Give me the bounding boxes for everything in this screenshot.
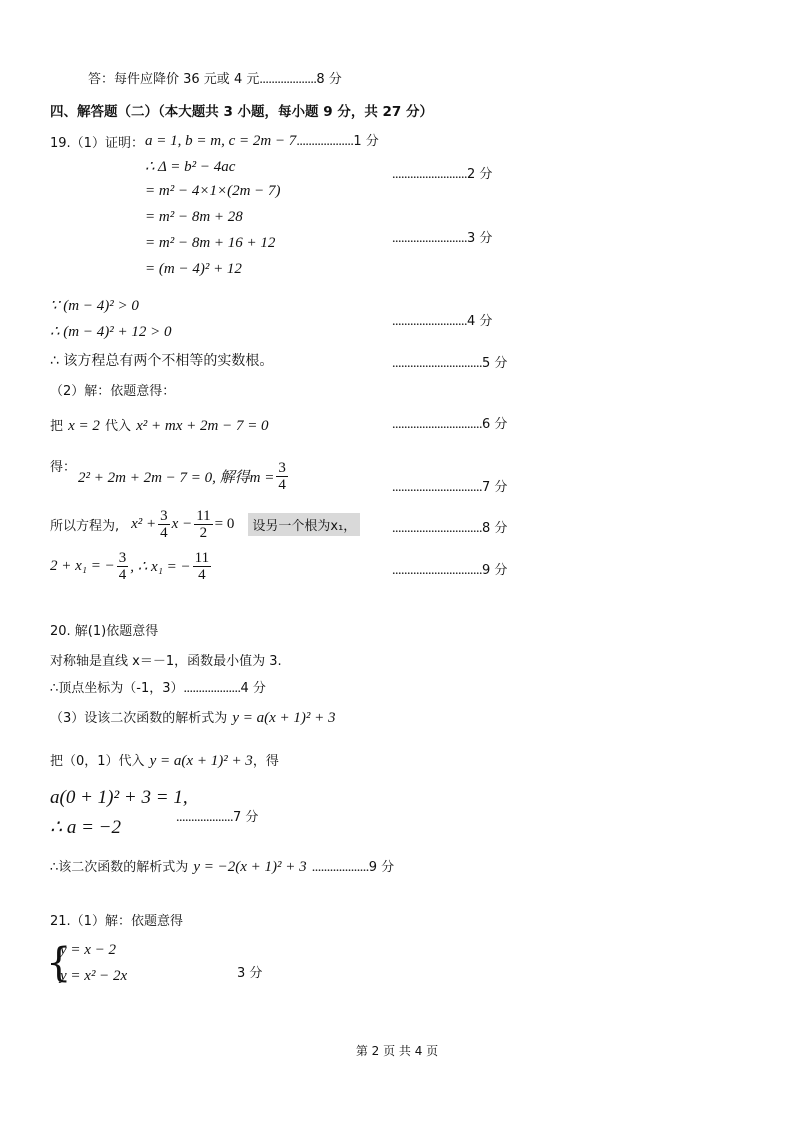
root-sum: 2 + x₁ = − [50,558,115,574]
q20-calc-score [176,806,258,826]
substitute-value: x = 2 [68,418,100,434]
q21-label: 21.（1）解：依题意得 [50,914,183,929]
score-dots: .............................. [392,563,482,578]
q19-equation-line [50,508,360,541]
q20-substitute-line [50,750,279,770]
vertex-text: ∴顶点坐标为（-1，3） [50,681,184,696]
q21-score: 3 分 [237,966,263,981]
q19-coefficients [145,130,379,150]
q19-solve-line [78,460,290,493]
score-dots: ................... [311,860,369,875]
q21-system-eq-2: y = x² − 2x [60,968,128,984]
score-label: 4 分 [240,681,266,696]
substitute-point: 把（0，1）代入 [50,754,145,769]
q19-root-line [50,550,213,583]
q20-label: 20. 解(1)依题意得 [50,624,159,639]
substitute-equation: y = a(x + 1)² + 3 [149,753,253,769]
score-label: 9 分 [368,860,395,875]
q19-score-8 [392,517,507,537]
score-label: 7 分 [482,480,508,495]
score-dots: ......................... [392,167,467,182]
q19-therefore: ∴ (m − 4)² + 12 > 0 [50,324,172,340]
score-label: 6 分 [482,417,508,432]
q19-score-4 [392,310,492,330]
score-dots: ................... [183,681,241,696]
q19-conclusion: ∴ 该方程总有两个不相等的实数根。 [50,353,274,369]
q19-label: 19.（1）证明： [50,136,144,151]
equation-mid: x − [171,516,193,532]
q19-step-4: = m² − 8m + 16 + 12 [145,235,276,251]
final-equation: y = −2(x + 1)² + 3 [193,859,307,875]
coef-text: a = 1, b = m, c = 2m − 7 [145,133,297,149]
score-label: 8 分 [482,521,508,536]
score-label: 2 分 [467,167,493,182]
answer-line [88,68,342,88]
substitute-equation: x² + mx + 2m − 7 = 0 [136,418,269,434]
score-dots: ................... [296,134,354,149]
q21-system-eq-1: y = x − 2 [60,942,117,958]
substitute-into: 代入 [104,419,131,434]
q19-score-6 [392,413,507,433]
score-dots: ................... [259,72,317,87]
score-dots: ......................... [392,314,467,329]
q19-substitute-line [50,415,269,435]
final-text: ∴该二次函数的解析式为 [50,860,189,875]
q20-part3-line [50,707,336,727]
q19-score-3 [392,227,492,247]
q19-score-9 [392,559,507,579]
q20-axis-line: 对称轴是直线 x＝－1，函数最小值为 3. [50,654,282,669]
q19-score-2 [392,163,492,183]
q20-final-line [50,856,394,876]
q19-step-1: ∴ Δ = b² − 4ac [145,159,236,175]
score-label: 1 分 [353,134,379,149]
other-root-note: 设另一个根为x₁， [248,513,360,536]
q19-step-3: = m² − 8m + 28 [145,209,243,225]
score-dots: ................... [176,810,233,825]
score-label: 9 分 [482,563,508,578]
score-dots: .............................. [392,480,482,495]
q19-score-5 [392,352,507,372]
score-label: 7 分 [233,810,259,825]
substitute-end: ，得 [252,754,279,769]
root-mid: , ∴ x₁ = − [130,559,191,575]
part3-text: （3）设该二次函数的解析式为 [50,711,228,726]
q19-de-label: 得： [50,460,77,475]
solve-equation: 2² + 2m + 2m − 7 = 0, 解得m = [78,470,275,486]
m-fraction: $\frac{3}{4}$ [278,460,286,493]
q19-score-7 [392,476,507,496]
equation-fraction-1: $\frac{3}{4}$ [160,508,168,541]
score-dots: .............................. [392,417,482,432]
q19-because: ∵ (m − 4)² > 0 [50,298,139,314]
score-label: 8 分 [316,72,342,87]
score-label: 5 分 [482,356,508,371]
q20-vertex-line [50,677,266,697]
equation-fraction-2: $\frac{11}{2}$ [196,508,211,541]
page-footer: 第 2 页 共 4 页 [355,1044,439,1058]
score-label: 3 分 [467,231,493,246]
answer-text: 答：每件应降价 36 元或 4 元 [88,72,260,87]
q19-step-2: = m² − 4×1×(2m − 7) [145,183,281,199]
root-fraction-2: $\frac{11}{4}$ [194,550,210,583]
part3-equation: y = a(x + 1)² + 3 [232,710,336,726]
q19-part2-label: （2）解：依题意得： [50,384,176,399]
q19-step-5: = (m − 4)² + 12 [145,261,242,277]
q20-calc-line-2: ∴ a = −2 [50,817,121,838]
system-brace: { [46,940,72,986]
equation-prefix: 所以方程为, [50,519,120,534]
score-dots: ......................... [392,231,467,246]
substitute-prefix: 把 [50,419,64,434]
q20-calc-line-1: a(0 + 1)² + 3 = 1, [50,787,188,808]
score-label: 4 分 [467,314,493,329]
equation-x2: x² + [131,516,157,532]
score-dots: .............................. [392,356,482,371]
root-fraction-1: $\frac{3}{4}$ [118,550,127,583]
score-dots: .............................. [392,521,482,536]
equation-end: = 0 [214,516,235,532]
section-title: 四、解答题（二）（本大题共 3 小题，每小题 9 分，共 27 分） [50,104,434,120]
